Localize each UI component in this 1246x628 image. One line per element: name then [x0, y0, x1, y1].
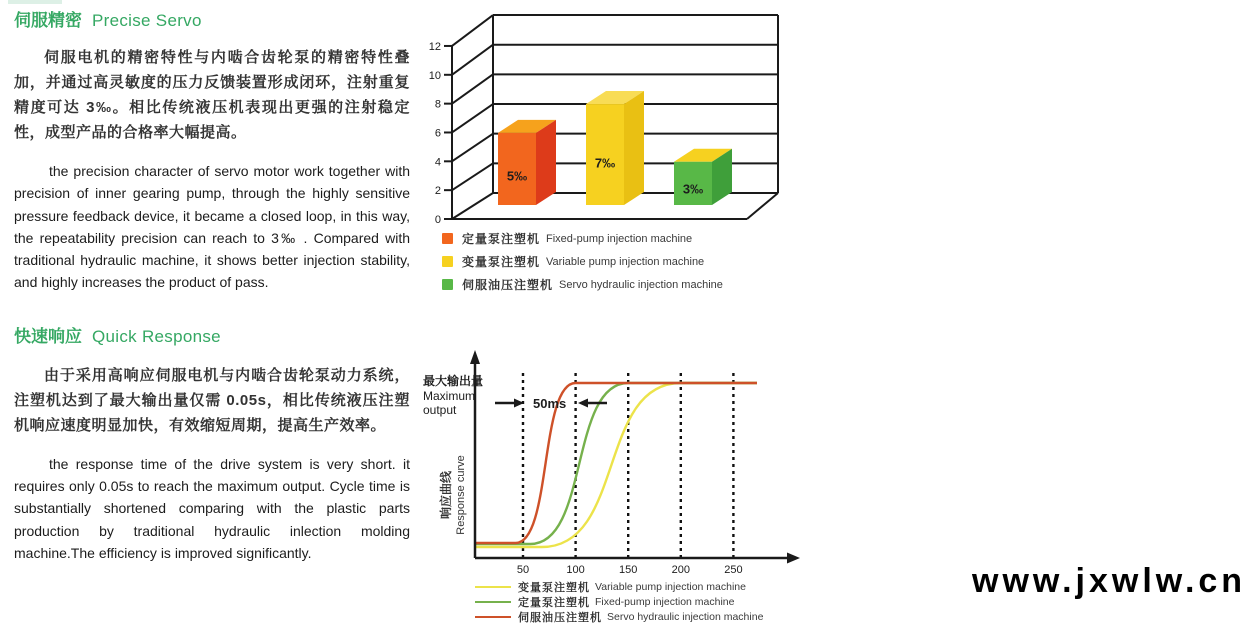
paragraph-chinese: 由于采用高响应伺服电机与内啮合齿轮泵动力系统，注塑机达到了最大输出量仅需 0.05s，相比传统液压注塑机响应速度明显加快，有效缩短周期，提高生产效率。: [14, 366, 410, 434]
chart-line: [747, 193, 778, 219]
x-tick-label: 150: [619, 564, 638, 576]
max-output-label-en1: Maximum: [423, 389, 476, 403]
line-chart-svg: [420, 340, 805, 580]
y-axis-label: 响应曲线 Response curve: [439, 455, 467, 535]
chart-line: [452, 104, 493, 132]
legend-item: [420, 579, 800, 594]
bar-side-face: [624, 91, 644, 205]
legend-line-icon: [475, 616, 511, 618]
bar-ytick-label: 12: [428, 40, 441, 53]
bar-chart-legend: [442, 227, 798, 296]
x-tick-label: 50: [516, 564, 530, 576]
chart-line: [452, 193, 493, 219]
bar-value-label: 3‰: [682, 181, 704, 197]
response-curve: [475, 383, 757, 543]
legend-item: [442, 273, 798, 296]
charts-column: [420, 0, 1246, 628]
chart-line: [452, 163, 493, 190]
bar-ytick-label: 6: [434, 127, 441, 140]
response-curve: [475, 383, 757, 547]
left-arrow-icon: [578, 399, 588, 408]
y-axis-arrow-icon: [470, 350, 480, 364]
chart-line: [452, 15, 493, 46]
max-output-label-cn: 最大输出量: [423, 374, 484, 388]
legend-label-en: Fixed-pump injection machine: [546, 232, 693, 245]
chart-line: [452, 134, 493, 162]
legend-item: [420, 609, 800, 624]
section-heading: [14, 10, 410, 32]
legend-item: [442, 250, 798, 273]
legend-label-en: Fixed-pump injection machine: [595, 595, 735, 608]
legend-label-cn: 定量泵注塑机: [462, 232, 541, 246]
legend-swatch-icon: [442, 256, 453, 267]
legend-label-en: Servo hydraulic injection machine: [559, 278, 723, 291]
legend-label-cn: 定量泵注塑机: [518, 596, 590, 609]
x-tick-label: 200: [671, 564, 690, 576]
legend-label-en: Variable pump injection machine: [595, 580, 746, 593]
bar-value-label: 7‰: [594, 155, 616, 171]
bar-chart-svg: [420, 0, 800, 226]
chart-line: [452, 45, 493, 75]
bar-side-face: [536, 120, 556, 205]
bar-ytick-label: 10: [428, 69, 441, 82]
heading-en: Quick Response: [92, 326, 221, 346]
bar-ytick-label: 4: [434, 156, 441, 169]
legend-item: [442, 227, 798, 250]
legend-line-icon: [475, 601, 511, 603]
response-line-chart: [420, 340, 805, 580]
legend-line-icon: [475, 586, 511, 588]
x-axis-arrow-icon: [787, 553, 800, 564]
precision-bar-chart: [420, 0, 800, 226]
x-tick-label: 100: [566, 564, 585, 576]
legend-item: [420, 594, 800, 609]
right-arrow-icon: [514, 399, 524, 408]
heading-en: Precise Servo: [92, 11, 202, 30]
page-top-decoration: [8, 0, 62, 4]
bar-ytick-label: 8: [434, 98, 441, 111]
section-quick-response: [14, 326, 410, 564]
watermark-text: www.jxwlw.cn: [972, 562, 1246, 600]
legend-swatch-icon: [442, 279, 453, 290]
bar-ytick-label: 0: [434, 214, 441, 226]
paragraph-english: the precision character of servo motor work together with precision of inner gearing pump, through the highly sensitive pressure feedback device, it became a closed loop, in this way, the repeatability precision can reach to 3‰ . Compared with traditional hydraulic machine, it shows better injection stability, and highly increases the product of pass.: [14, 163, 410, 291]
legend-label-cn: 伺服油压注塑机: [518, 611, 602, 624]
heading-cn: 快速响应: [14, 326, 82, 346]
text-column: [14, 10, 410, 596]
bar-value-label: 5‰: [506, 168, 528, 184]
chart-line: [452, 74, 493, 103]
legend-label-cn: 变量泵注塑机: [518, 581, 590, 594]
section-heading: [14, 326, 410, 348]
legend-swatch-icon: [442, 233, 453, 244]
x-tick-label: 250: [724, 564, 743, 576]
bar-front-face: [586, 104, 624, 205]
max-output-label-en2: output: [423, 403, 457, 417]
section-precise-servo: [14, 10, 410, 294]
line-chart-legend: [420, 579, 800, 624]
heading-cn: 伺服精密: [14, 11, 82, 30]
paragraph-chinese: 伺服电机的精密特性与内啮合齿轮泵的精密特性叠加，并通过高灵敏度的压力反馈装置形成闭环，注射重复精度可达 3‰。相比传统液压机表现出更强的注射稳定性，成型产品的合格率大幅提高。: [14, 49, 410, 141]
response-curve: [475, 383, 757, 544]
paragraph-english: the response time of the drive system is very short. it requires only 0.05s to reach the maximum output. Cycle time is substantially shortened comparing with the plastic parts production by traditional hydraulic inlection molding machine.The efficiency is improved significantly.: [14, 455, 410, 561]
bar-ytick-label: 2: [434, 185, 441, 198]
legend-label-cn: 变量泵注塑机: [462, 255, 541, 269]
legend-label-en: Servo hydraulic injection machine: [607, 610, 764, 623]
legend-label-en: Variable pump injection machine: [546, 255, 705, 268]
legend-label-cn: 伺服油压注塑机: [462, 278, 554, 292]
annotation-50ms: 50ms: [533, 396, 567, 411]
